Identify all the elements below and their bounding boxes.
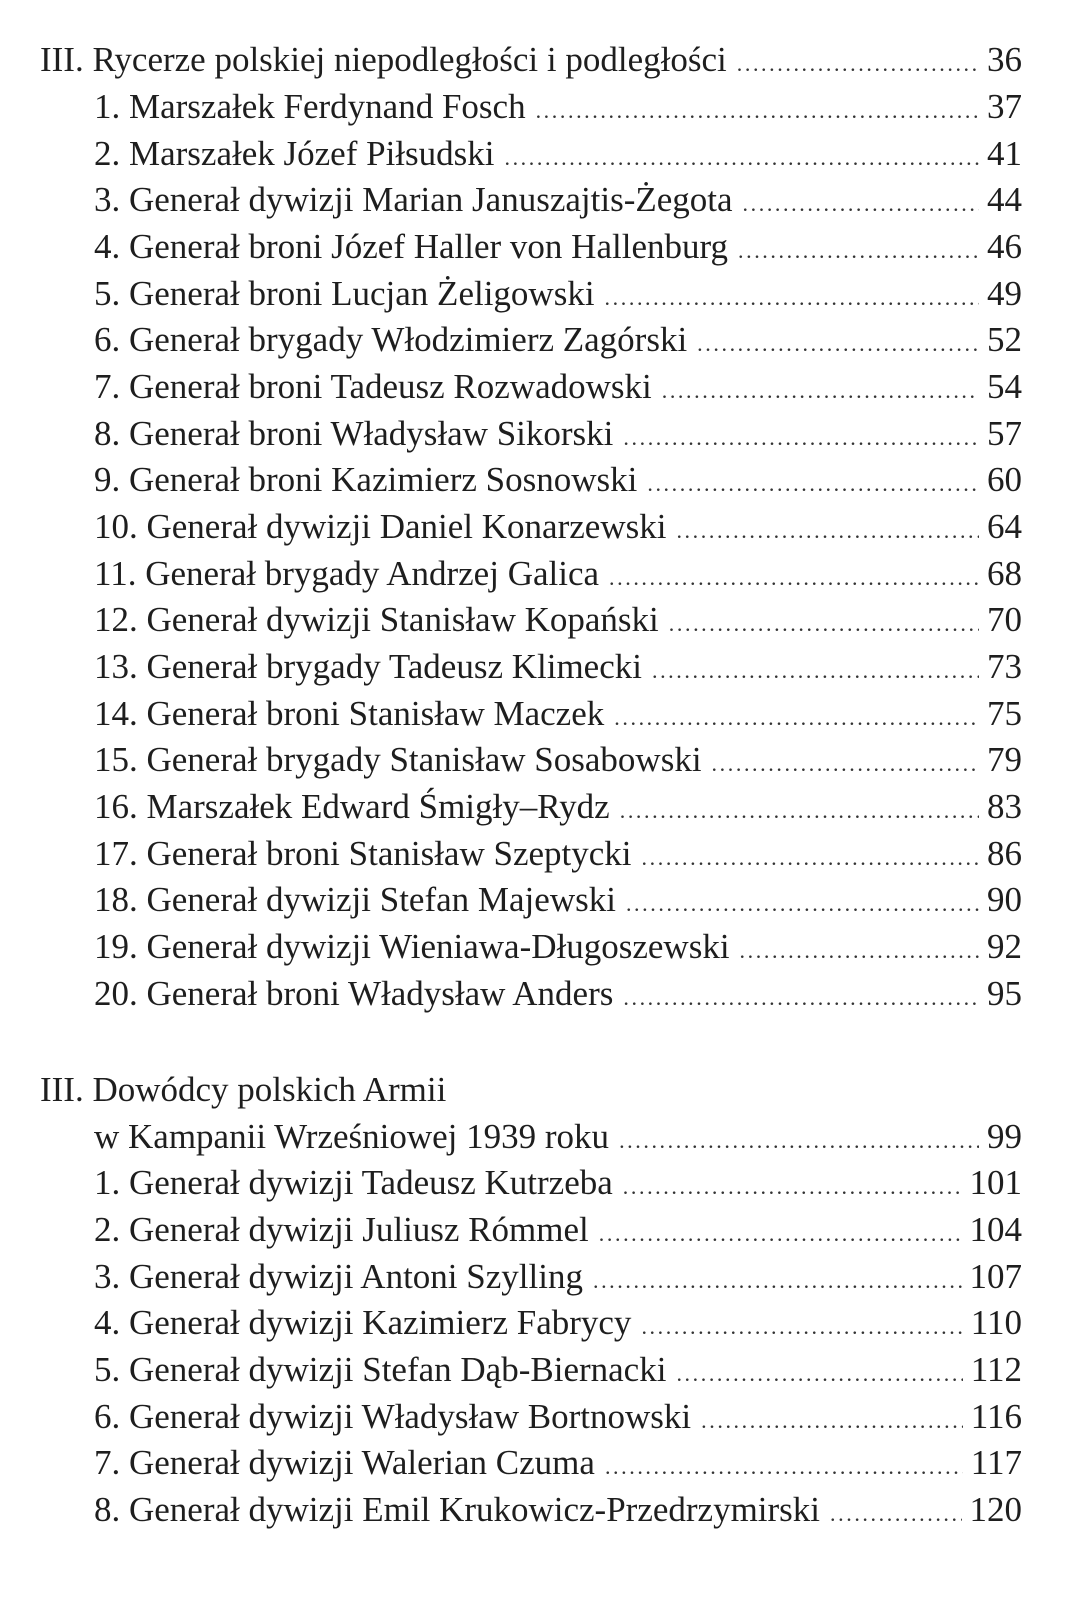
toc-entry: [94, 834, 1022, 878]
page-number: 60: [987, 460, 1022, 499]
leader-dots: [504, 138, 979, 178]
leader-dots: [647, 464, 979, 504]
page-number: 116: [970, 1397, 1022, 1436]
entry-title: 16. Marszałek Edward Śmigły–Rydz: [94, 787, 610, 826]
page-number: 52: [987, 320, 1022, 359]
leader-dots: [605, 1447, 963, 1487]
leader-dots: [626, 884, 979, 924]
entry-title: 5. Generał broni Lucjan Żeligowski: [94, 274, 595, 313]
page-number: 95: [987, 974, 1022, 1013]
leader-dots: [620, 791, 979, 831]
leader-dots: [614, 698, 979, 738]
toc-entry: [94, 1210, 1022, 1254]
entry-title: 8. Generał broni Władysław Sikorski: [94, 414, 614, 453]
entry-title: 4. Generał dywizji Kazimierz Fabrycy: [94, 1303, 632, 1342]
entry-title: 9. Generał broni Kazimierz Sosnowski: [94, 460, 638, 499]
toc-section-heading: [40, 40, 1022, 84]
leader-dots: [536, 91, 979, 131]
entry-title: 11. Generał brygady Andrzej Galica: [94, 554, 600, 593]
toc-entry: [94, 460, 1022, 504]
page-number: 49: [987, 274, 1022, 313]
page-number: 57: [987, 414, 1022, 453]
page-number: 36: [987, 40, 1022, 79]
entry-title: 6. Generał brygady Włodzimierz Zagórski: [94, 320, 688, 359]
page-number: 104: [969, 1210, 1022, 1249]
toc-entry: [94, 87, 1022, 131]
toc-entry: [94, 1397, 1022, 1441]
entry-title: 17. Generał broni Stanisław Szeptycki: [94, 834, 632, 873]
toc-entry: [94, 694, 1022, 738]
section-title-continuation: w Kampanii Wrześniowej 1939 roku: [94, 1117, 610, 1156]
toc-entry: [94, 740, 1022, 784]
entry-title: 4. Generał broni Józef Haller von Hallenburg: [94, 227, 728, 266]
toc-entry: [94, 1350, 1022, 1394]
leader-dots: [697, 324, 979, 364]
toc-entry: [94, 367, 1022, 411]
toc-entry: [94, 974, 1022, 1018]
leader-dots: [737, 44, 979, 84]
entry-title: 6. Generał dywizji Władysław Bortnowski: [94, 1397, 692, 1436]
entry-title: 8. Generał dywizji Emil Krukowicz-Przedrzymirski: [94, 1490, 821, 1529]
toc-entry: [94, 647, 1022, 691]
toc-entry: [94, 1490, 1022, 1534]
leader-dots: [623, 418, 979, 458]
leader-dots: [738, 231, 979, 271]
toc-entry: [94, 554, 1022, 598]
leader-dots: [669, 604, 979, 644]
toc-entry: [94, 180, 1022, 224]
leader-dots: [599, 1214, 962, 1254]
page-number: 46: [987, 227, 1022, 266]
leader-dots: [623, 978, 979, 1018]
leader-dots: [830, 1494, 961, 1534]
toc-entry: [94, 134, 1022, 178]
leader-dots: [609, 558, 979, 598]
toc-entry: [94, 274, 1022, 318]
page-number: 90: [987, 880, 1022, 919]
entry-title: 3. Generał dywizji Antoni Szylling: [94, 1257, 583, 1296]
leader-dots: [662, 371, 979, 411]
page-number: 75: [987, 694, 1022, 733]
entry-title: 1. Generał dywizji Tadeusz Kutrzeba: [94, 1163, 613, 1202]
toc-entry: [94, 1257, 1022, 1301]
page-number: 83: [987, 787, 1022, 826]
entry-title: 2. Generał dywizji Juliusz Rómmel: [94, 1210, 589, 1249]
entry-title: 12. Generał dywizji Stanisław Kopański: [94, 600, 659, 639]
page-number: 107: [969, 1257, 1022, 1296]
toc-entry: [94, 1443, 1022, 1487]
entry-title: 10. Generał dywizji Daniel Konarzewski: [94, 507, 667, 546]
page-number: 70: [987, 600, 1022, 639]
toc-entry: [94, 927, 1022, 971]
page-number: 41: [987, 134, 1022, 173]
leader-dots: [652, 651, 979, 691]
toc-entry: [94, 1303, 1022, 1347]
section-title: III. Rycerze polskiej niepodległości i podległości: [40, 40, 727, 79]
page-number: 110: [970, 1303, 1022, 1342]
entry-title: 3. Generał dywizji Marian Januszajtis-Żegota: [94, 180, 733, 219]
page-number: 117: [970, 1443, 1022, 1482]
page-number: 44: [987, 180, 1022, 219]
leader-dots: [701, 1401, 963, 1441]
leader-dots: [619, 1121, 979, 1161]
leader-dots: [605, 278, 979, 318]
toc-entry: [94, 787, 1022, 831]
leader-dots: [676, 511, 979, 551]
toc-section-heading: [94, 1117, 1022, 1161]
leader-dots: [642, 838, 979, 878]
leader-dots: [593, 1261, 962, 1301]
leader-dots: [623, 1167, 962, 1207]
entry-title: 15. Generał brygady Stanisław Sosabowski: [94, 740, 702, 779]
leader-dots: [712, 744, 979, 784]
page-number: 99: [987, 1117, 1022, 1156]
entry-title: 19. Generał dywizji Wieniawa-Długoszewski: [94, 927, 730, 966]
entry-title: 18. Generał dywizji Stefan Majewski: [94, 880, 616, 919]
page-number: 73: [987, 647, 1022, 686]
page-number: 92: [987, 927, 1022, 966]
leader-dots: [676, 1354, 962, 1394]
leader-dots: [743, 184, 979, 224]
page-number: 112: [970, 1350, 1022, 1389]
page-number: 101: [969, 1163, 1022, 1202]
toc-entry: [94, 507, 1022, 551]
entry-title: 1. Marszałek Ferdynand Fosch: [94, 87, 526, 126]
toc-entry: [94, 600, 1022, 644]
leader-dots: [740, 931, 979, 971]
page-number: 120: [969, 1490, 1022, 1529]
section-title: III. Dowódcy polskich Armii: [40, 1070, 447, 1109]
page-number: 86: [987, 834, 1022, 873]
toc-entry: [94, 227, 1022, 271]
toc-entry: [94, 1163, 1022, 1207]
toc-entry: [94, 320, 1022, 364]
entry-title: 7. Generał dywizji Walerian Czuma: [94, 1443, 595, 1482]
leader-dots: [641, 1307, 962, 1347]
toc-entry: [94, 414, 1022, 458]
entry-title: 20. Generał broni Władysław Anders: [94, 974, 614, 1013]
entry-title: 14. Generał broni Stanisław Maczek: [94, 694, 605, 733]
page-number: 68: [987, 554, 1022, 593]
toc-entry: [94, 880, 1022, 924]
page-number: 37: [987, 87, 1022, 126]
entry-title: 5. Generał dywizji Stefan Dąb-Biernacki: [94, 1350, 667, 1389]
entry-title: 13. Generał brygady Tadeusz Klimecki: [94, 647, 642, 686]
page-number: 54: [987, 367, 1022, 406]
entry-title: 7. Generał broni Tadeusz Rozwadowski: [94, 367, 652, 406]
page-number: 79: [987, 740, 1022, 779]
entry-title: 2. Marszałek Józef Piłsudski: [94, 134, 495, 173]
page-number: 64: [987, 507, 1022, 546]
